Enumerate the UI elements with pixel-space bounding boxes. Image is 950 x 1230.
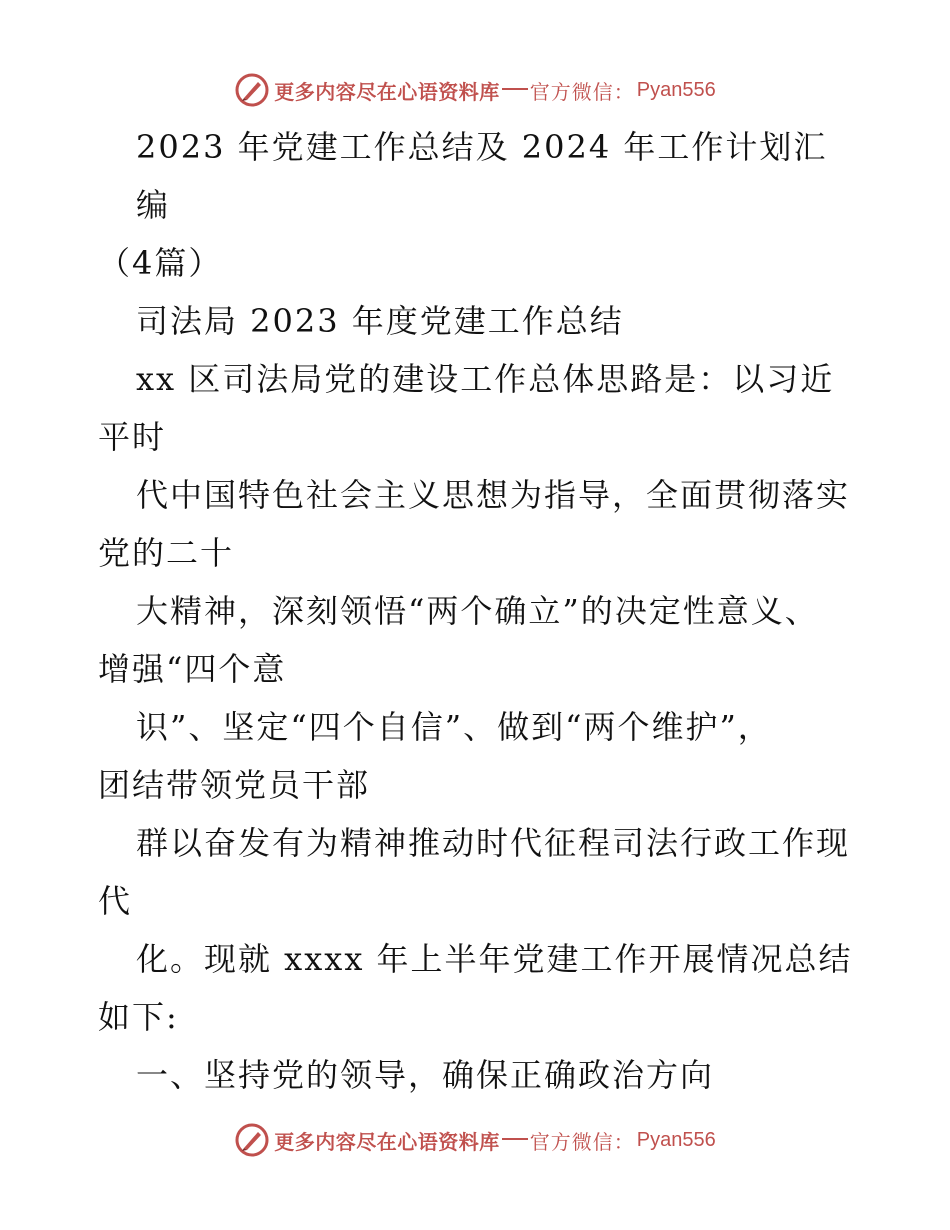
body-line: 代 <box>98 882 133 920</box>
section-heading: 司法局 2023 年度党建工作总结 <box>136 302 624 340</box>
body-line: 如下: <box>98 998 179 1036</box>
body-line: 增强“四个意 <box>98 650 287 688</box>
body-line: 大精神，深刻领悟“两个确立”的决定性意义、 <box>136 592 819 630</box>
pen-logo-icon <box>234 72 270 108</box>
footer-watermark <box>0 1120 950 1160</box>
body-line: 识”、坚定“四个自信”、做到“两个维护”， <box>136 708 772 746</box>
watermark-main-text: 更多内容尽在心语资料库 <box>274 79 500 104</box>
doc-title-cont: （4篇） <box>98 244 223 282</box>
watermark-wechat-id: Pyan556 <box>636 78 716 101</box>
header-watermark <box>0 70 950 110</box>
body-line: 群以奋发有为精神推动时代征程司法行政工作现 <box>136 824 851 862</box>
watermark-dash <box>502 1138 528 1140</box>
body-line: 代中国特色社会主义思想为指导，全面贯彻落实 <box>136 476 851 514</box>
subsection-heading: 一、坚持党的领导，确保正确政治方向 <box>136 1056 715 1094</box>
pen-logo-icon <box>234 1122 270 1158</box>
watermark-main-text: 更多内容尽在心语资料库 <box>274 1129 500 1154</box>
body-line: 化。现就 xxxx 年上半年党建工作开展情况总结 <box>136 940 853 978</box>
body-line: xx 区司法局党的建设工作总体思路是：以习近 <box>136 360 835 398</box>
body-line: 党的二十 <box>98 534 235 572</box>
watermark-wechat-id: Pyan556 <box>636 1128 716 1151</box>
body-line: 平时 <box>98 418 167 456</box>
watermark-dash <box>502 88 528 90</box>
body-line: 团结带领党员干部 <box>98 766 371 804</box>
watermark-sub-text: 官方微信： <box>529 1129 635 1154</box>
watermark-sub-text: 官方微信： <box>529 79 635 104</box>
doc-title: 2023 年党建工作总结及 2024 年工作计划汇编 <box>136 128 828 224</box>
document-body <box>98 118 858 1104</box>
